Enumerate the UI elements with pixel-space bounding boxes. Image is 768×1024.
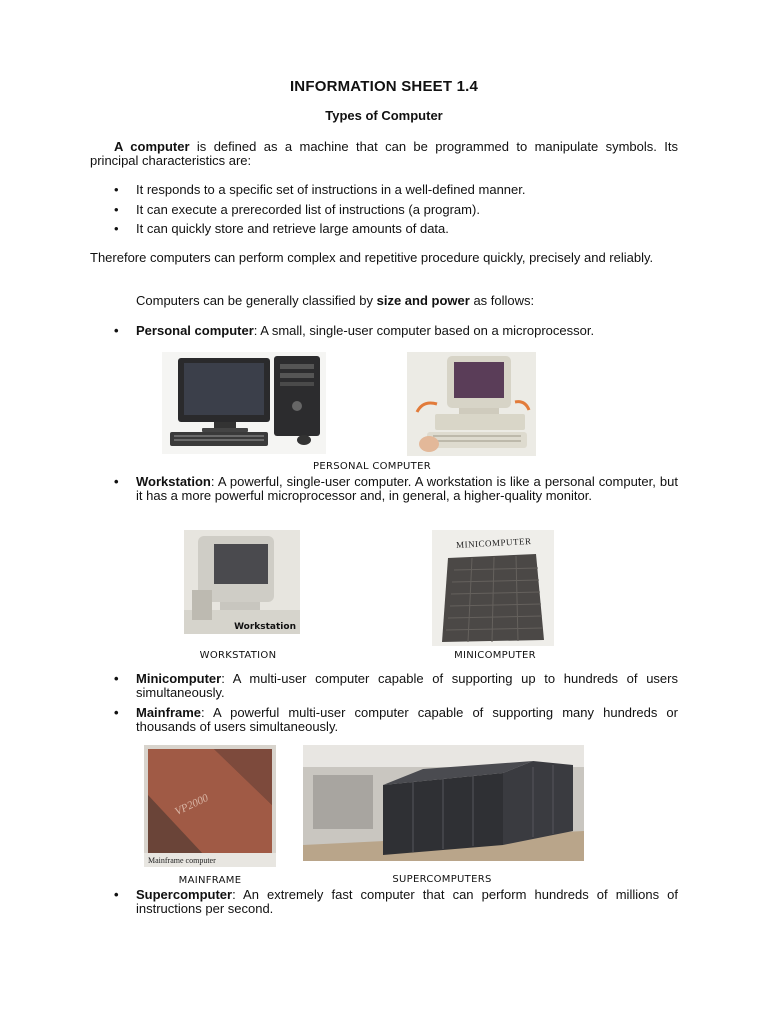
workstation-illustration: [184, 530, 300, 634]
mainframe-brand-label: VP2000: [173, 792, 211, 818]
bullet-icon: •: [114, 202, 119, 217]
mainframe-photo: [144, 745, 276, 867]
intro-term: A computer: [114, 139, 190, 154]
workstation-photo-label: Workstation: [234, 622, 296, 632]
workstation-photo: [184, 530, 300, 634]
personal-computer-photo-1: [162, 352, 326, 454]
type-name: Mainframe: [136, 705, 202, 720]
list-item: [114, 182, 678, 197]
characteristic-text: It can quickly store and retrieve large amounts of data.: [136, 221, 449, 236]
intro-paragraph: [90, 140, 678, 168]
list-item: [114, 221, 678, 236]
classification-sentence: [136, 294, 534, 308]
page-subtitle: Types of Computer: [325, 108, 443, 123]
minicomputer-photo: [432, 530, 554, 646]
type-workstation: [114, 474, 678, 503]
type-name: Workstation: [136, 474, 211, 489]
bullet-icon: •: [114, 323, 119, 338]
list-item: [114, 202, 678, 217]
type-name: Minicomputer: [136, 671, 222, 686]
type-desc: : A multi-user computer capable of supporting up to hundreds of users simultaneously.: [136, 671, 678, 700]
caption-supercomputers: SUPERCOMPUTERS: [392, 874, 492, 885]
bullet-icon: •: [114, 474, 119, 489]
supercomputers-illustration: [303, 745, 584, 861]
intro-text-2: principal characteristics are:: [90, 153, 252, 168]
retro-pc-illustration: [407, 352, 536, 456]
caption-mainframe: MAINFRAME: [178, 875, 242, 886]
therefore-paragraph: Therefore computers can perform complex and repetitive procedure quickly, precisely and reliably.: [90, 250, 654, 265]
type-personal-computer: [114, 323, 678, 338]
mainframe-illustration: [144, 745, 276, 867]
type-name: Supercomputer: [136, 887, 233, 902]
caption-personal-computer: PERSONAL COMPUTER: [313, 461, 431, 472]
mainframe-photo-label: Mainframe computer: [148, 856, 216, 865]
supercomputers-photo: [303, 745, 584, 861]
bullet-icon: •: [114, 221, 119, 236]
caption-minicomputer: MINICOMPUTER: [454, 650, 536, 661]
characteristic-text: It can execute a prerecorded list of instructions (a program).: [136, 202, 480, 217]
classified-bold: size and power: [376, 293, 470, 308]
bullet-icon: •: [114, 182, 119, 197]
page-title: INFORMATION SHEET 1.4: [289, 78, 479, 95]
bullet-icon: •: [114, 887, 119, 902]
caption-workstation: WORKSTATION: [199, 650, 277, 661]
type-mainframe: [114, 705, 678, 734]
bullet-icon: •: [114, 671, 119, 686]
type-name: Personal computer: [136, 323, 254, 338]
type-desc: : A powerful multi-user computer capable of supporting many hundreds or thousands of users simultaneously.: [136, 705, 678, 734]
personal-computer-photo-2: [407, 352, 536, 456]
type-desc: : An extremely fast computer that can perform hundreds of millions of instructions per second.: [136, 887, 678, 916]
minicomputer-photo-label: MINICOMPUTER: [455, 536, 532, 550]
characteristic-text: It responds to a specific set of instructions in a well-defined manner.: [136, 182, 526, 197]
desktop-pc-illustration: [162, 352, 326, 454]
classified-before: Computers can be generally classified by: [136, 293, 377, 308]
type-desc: : A small, single-user computer based on a microprocessor.: [253, 323, 595, 338]
classified-after: as follows:: [469, 293, 535, 308]
type-minicomputer: [114, 671, 678, 700]
bullet-icon: •: [114, 705, 119, 720]
intro-text-1: is defined as a machine that can be programmed to manipulate symbols. Its: [189, 139, 678, 154]
type-desc: : A powerful, single-user computer. A workstation is like a personal computer, but it has a more powerful microprocessor and, in general, a higher-quality monitor.: [136, 474, 678, 503]
type-supercomputer: [114, 887, 678, 916]
